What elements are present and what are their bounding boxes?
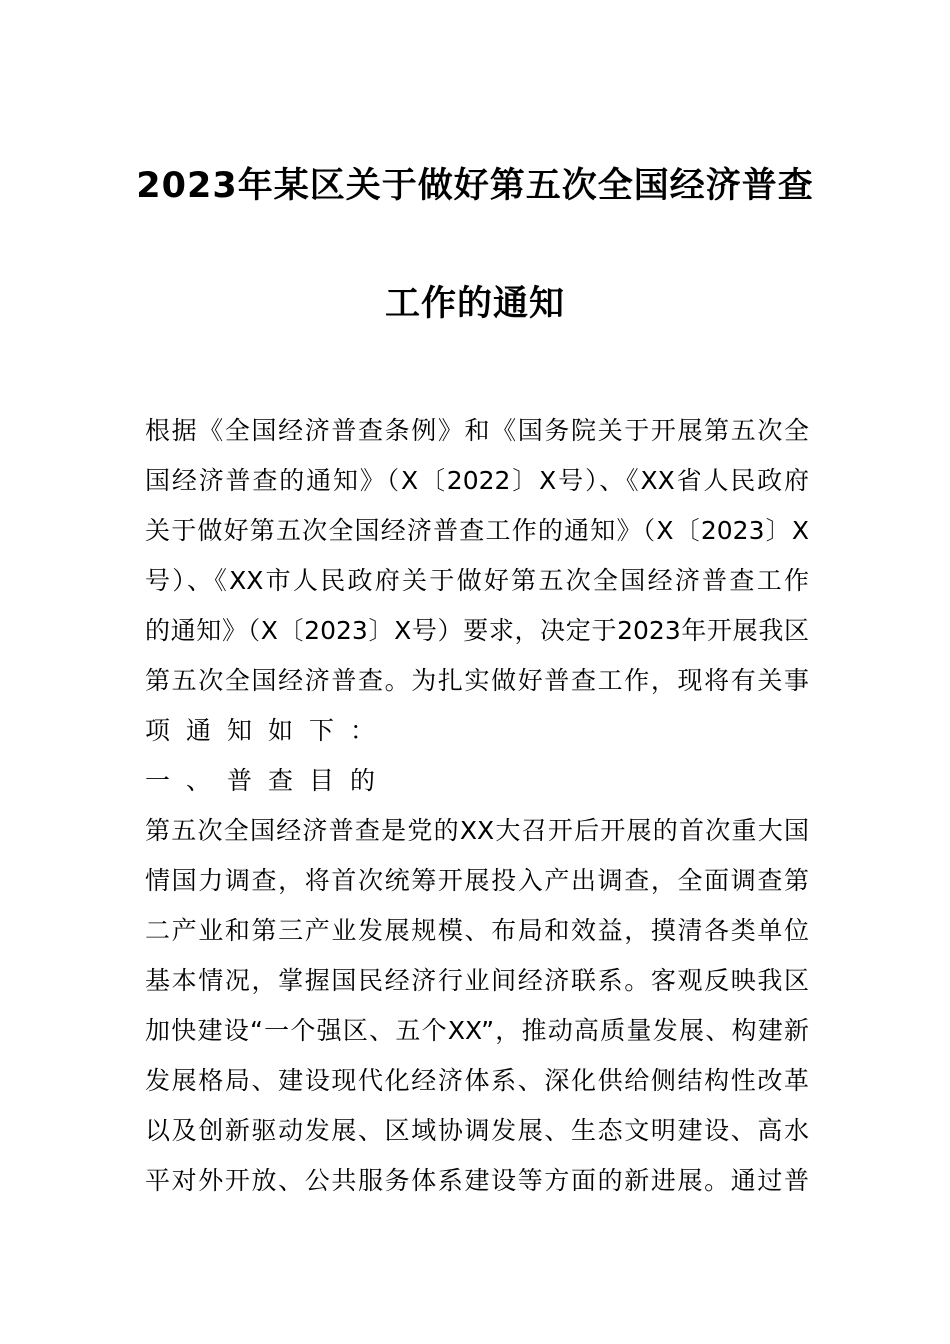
body-text-line: 发展格局、建设现代化经济体系、深化供给侧结构性改革 — [145, 1066, 809, 1095]
body-text-line: 情国力调查，将首次统筹开展投入产出调查，全面调查第 — [145, 866, 809, 895]
body-text-line: 第五次全国经济普查是党的XX大召开后开展的首次重大国 — [145, 816, 809, 845]
document-title-line-2: 工作的通知 — [384, 284, 565, 324]
body-text-line: 二产业和第三产业发展规模、布局和效益，摸清各类单位 — [145, 916, 809, 945]
document-title-line-1: 2023年某区关于做好第五次全国经济普查 — [136, 166, 814, 206]
body-text-line: 加快建设“一个强区、五个XX”，推动高质量发展、构建新 — [145, 1016, 809, 1045]
body-text-line: 项通知如下： — [145, 716, 392, 745]
body-text-line: 以及创新驱动发展、区域协调发展、生态文明建设、高水 — [145, 1116, 809, 1145]
section-heading: 一、普查目的 — [145, 766, 392, 795]
body-text-line: 基本情况，掌握国民经济行业间经济联系。客观反映我区 — [145, 966, 809, 995]
body-text-line: 第五次全国经济普查。为扎实做好普查工作，现将有关事 — [145, 666, 809, 695]
body-text-line: 关于做好第五次全国经济普查工作的通知》（X〔2023〕X — [145, 516, 809, 545]
body-text-line: 号）、《XX市人民政府关于做好第五次全国经济普查工作 — [145, 566, 809, 595]
body-text-line: 的通知》（X〔2023〕X号）要求，决定于2023年开展我区 — [145, 616, 809, 645]
body-text-line: 平对外开放、公共服务体系建设等方面的新进展。通过普 — [145, 1166, 809, 1195]
document-body — [145, 412, 809, 1212]
body-text-line: 国经济普查的通知》（X〔2022〕X号）、《XX省人民政府 — [145, 466, 809, 495]
body-text-line: 根据《全国经济普查条例》和《国务院关于开展第五次全 — [145, 416, 809, 445]
